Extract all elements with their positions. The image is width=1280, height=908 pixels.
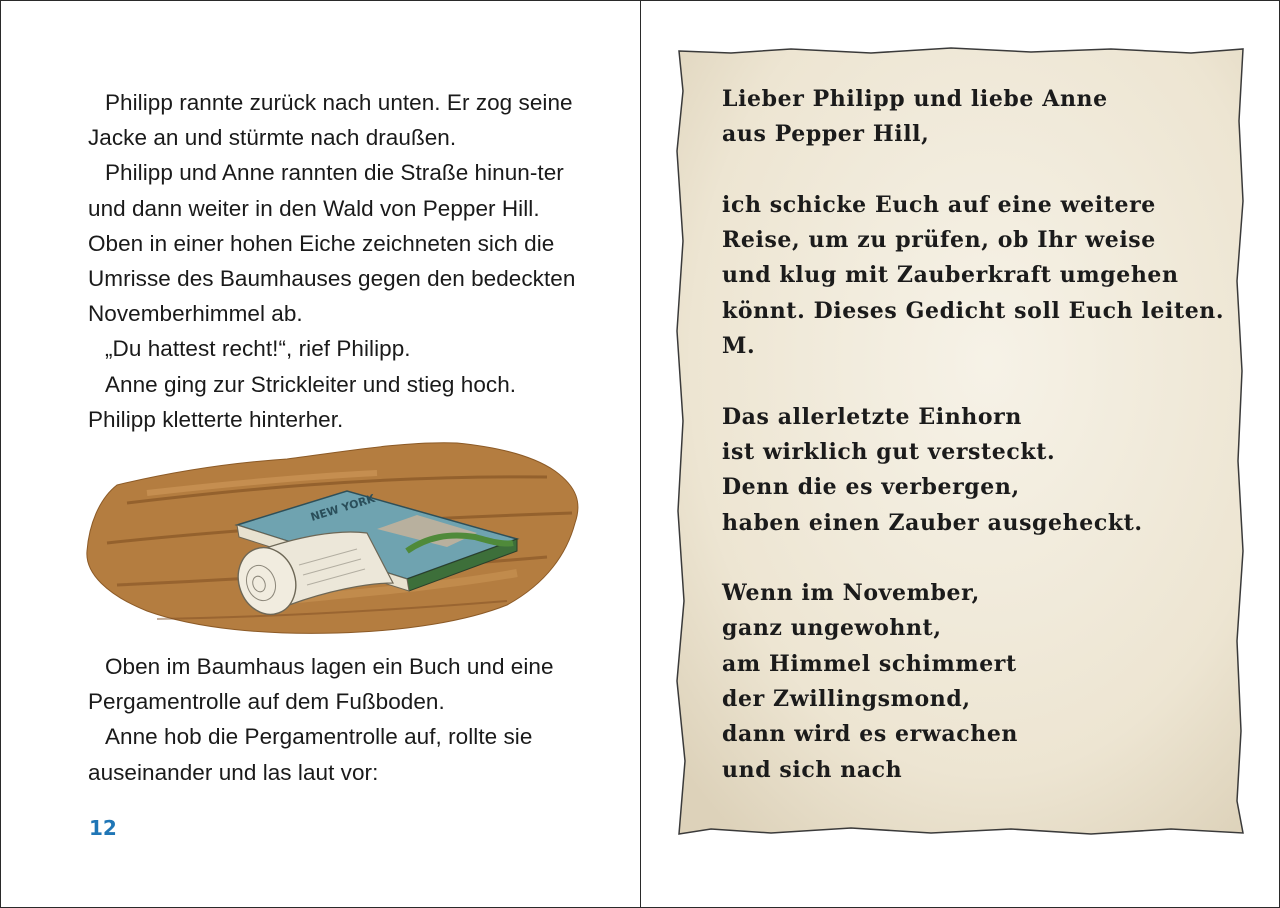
book-cover-title: NEW YORK	[309, 491, 377, 524]
letter-line: aus Pepper Hill,	[722, 121, 930, 148]
letter-gap	[722, 364, 1222, 399]
letter-signature: M.	[722, 333, 756, 360]
letter-line: Reise, um zu prüfen, ob Ihr weise	[722, 227, 1156, 254]
letter-line: haben einen Zauber ausgeheckt.	[722, 509, 1143, 536]
letter-line: am Himmel schimmert	[722, 650, 1017, 677]
letter-line: könnt. Dieses Gedicht soll Euch leiten.	[722, 297, 1225, 324]
paragraph: Philipp rannte zurück nach unten. Er zog seine Jacke an und stürmte nach draußen.	[88, 90, 573, 151]
letter-line: dann wird es erwachen	[722, 721, 1019, 748]
letter-line: ich schicke Euch auf eine weitere	[722, 191, 1156, 218]
letter-line: Das allerletzte Einhorn	[722, 403, 1022, 430]
left-page	[1, 1, 640, 907]
letter-line: ist wirklich gut versteckt.	[722, 438, 1056, 465]
book-and-scroll-illustration	[77, 433, 587, 638]
letter-line: ganz ungewohnt,	[722, 615, 942, 642]
magic-letter	[722, 82, 1225, 788]
paragraph: „Du hattest recht!“, rief Philipp.	[105, 336, 411, 362]
letter-line: Wenn im November,	[722, 580, 980, 607]
letter-gap	[722, 153, 1222, 188]
letter-line: der Zwillingsmond,	[722, 686, 971, 713]
paragraph: Oben im Baumhaus lagen ein Buch und eine Pergamentrolle auf dem Fußboden.	[88, 654, 554, 715]
right-page	[641, 1, 1279, 907]
prose-block-top	[88, 85, 588, 437]
paragraph: Anne ging zur Strickleiter und stieg hoch. Philipp kletterte hinterher.	[88, 371, 517, 432]
letter-line: und klug mit Zauberkraft umgehen	[722, 262, 1179, 289]
page-number: 12	[89, 816, 117, 840]
paragraph: Philipp und Anne rannten die Straße hinun-ter und dann weiter in den Wald von Pepper Hill. Oben in einer hohen Eiche zeichneten sich die Umrisse des Baumhauses gegen den bedeckten Novemberhimmel ab.	[88, 160, 576, 327]
letter-gap	[722, 541, 1222, 576]
paragraph: Anne hob die Pergamentrolle auf, rollte sie auseinander und las laut vor:	[88, 724, 533, 785]
letter-line: und sich nach	[722, 756, 903, 783]
prose-block-bottom	[88, 649, 588, 790]
letter-line: Denn die es verbergen,	[722, 474, 1020, 501]
letter-line: Lieber Philipp und liebe Anne	[722, 86, 1108, 112]
